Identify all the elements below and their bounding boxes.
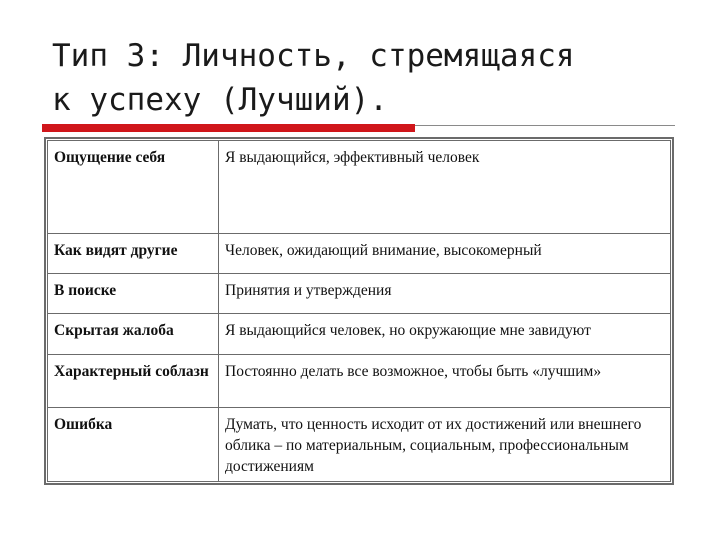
row-value: Постоянно делать все возможное, чтобы быть «лучшим» xyxy=(219,355,671,408)
row-label: Скрытая жалоба xyxy=(48,314,219,355)
table-row xyxy=(48,314,671,355)
table-row xyxy=(48,234,671,274)
slide-title-line-2: к успеху (Лучший). xyxy=(52,82,388,118)
title-divider-line xyxy=(415,125,675,126)
row-value: Принятия и утверждения xyxy=(219,274,671,314)
row-label: Характерный соблазн xyxy=(48,355,219,408)
personality-table-grid xyxy=(47,140,671,482)
slide-title xyxy=(52,34,692,122)
table-row xyxy=(48,141,671,234)
title-accent-bar xyxy=(42,124,415,132)
row-value: Думать, что ценность исходит от их достижений или внешнего облика – по материальным, социальным, профессиональным достижениям xyxy=(219,408,671,482)
row-label: В поиске xyxy=(48,274,219,314)
row-label: Как видят другие xyxy=(48,234,219,274)
row-value: Я выдающийся человек, но окружающие мне завидуют xyxy=(219,314,671,355)
personality-table xyxy=(44,137,674,485)
table-row xyxy=(48,408,671,482)
row-value: Я выдающийся, эффективный человек xyxy=(219,141,671,234)
row-label: Ощущение себя xyxy=(48,141,219,234)
row-value: Человек, ожидающий внимание, высокомерный xyxy=(219,234,671,274)
row-label: Ошибка xyxy=(48,408,219,482)
table-row xyxy=(48,274,671,314)
slide-title-line-1: Тип 3: Личность, стремящаяся xyxy=(52,38,575,74)
table-row xyxy=(48,355,671,408)
